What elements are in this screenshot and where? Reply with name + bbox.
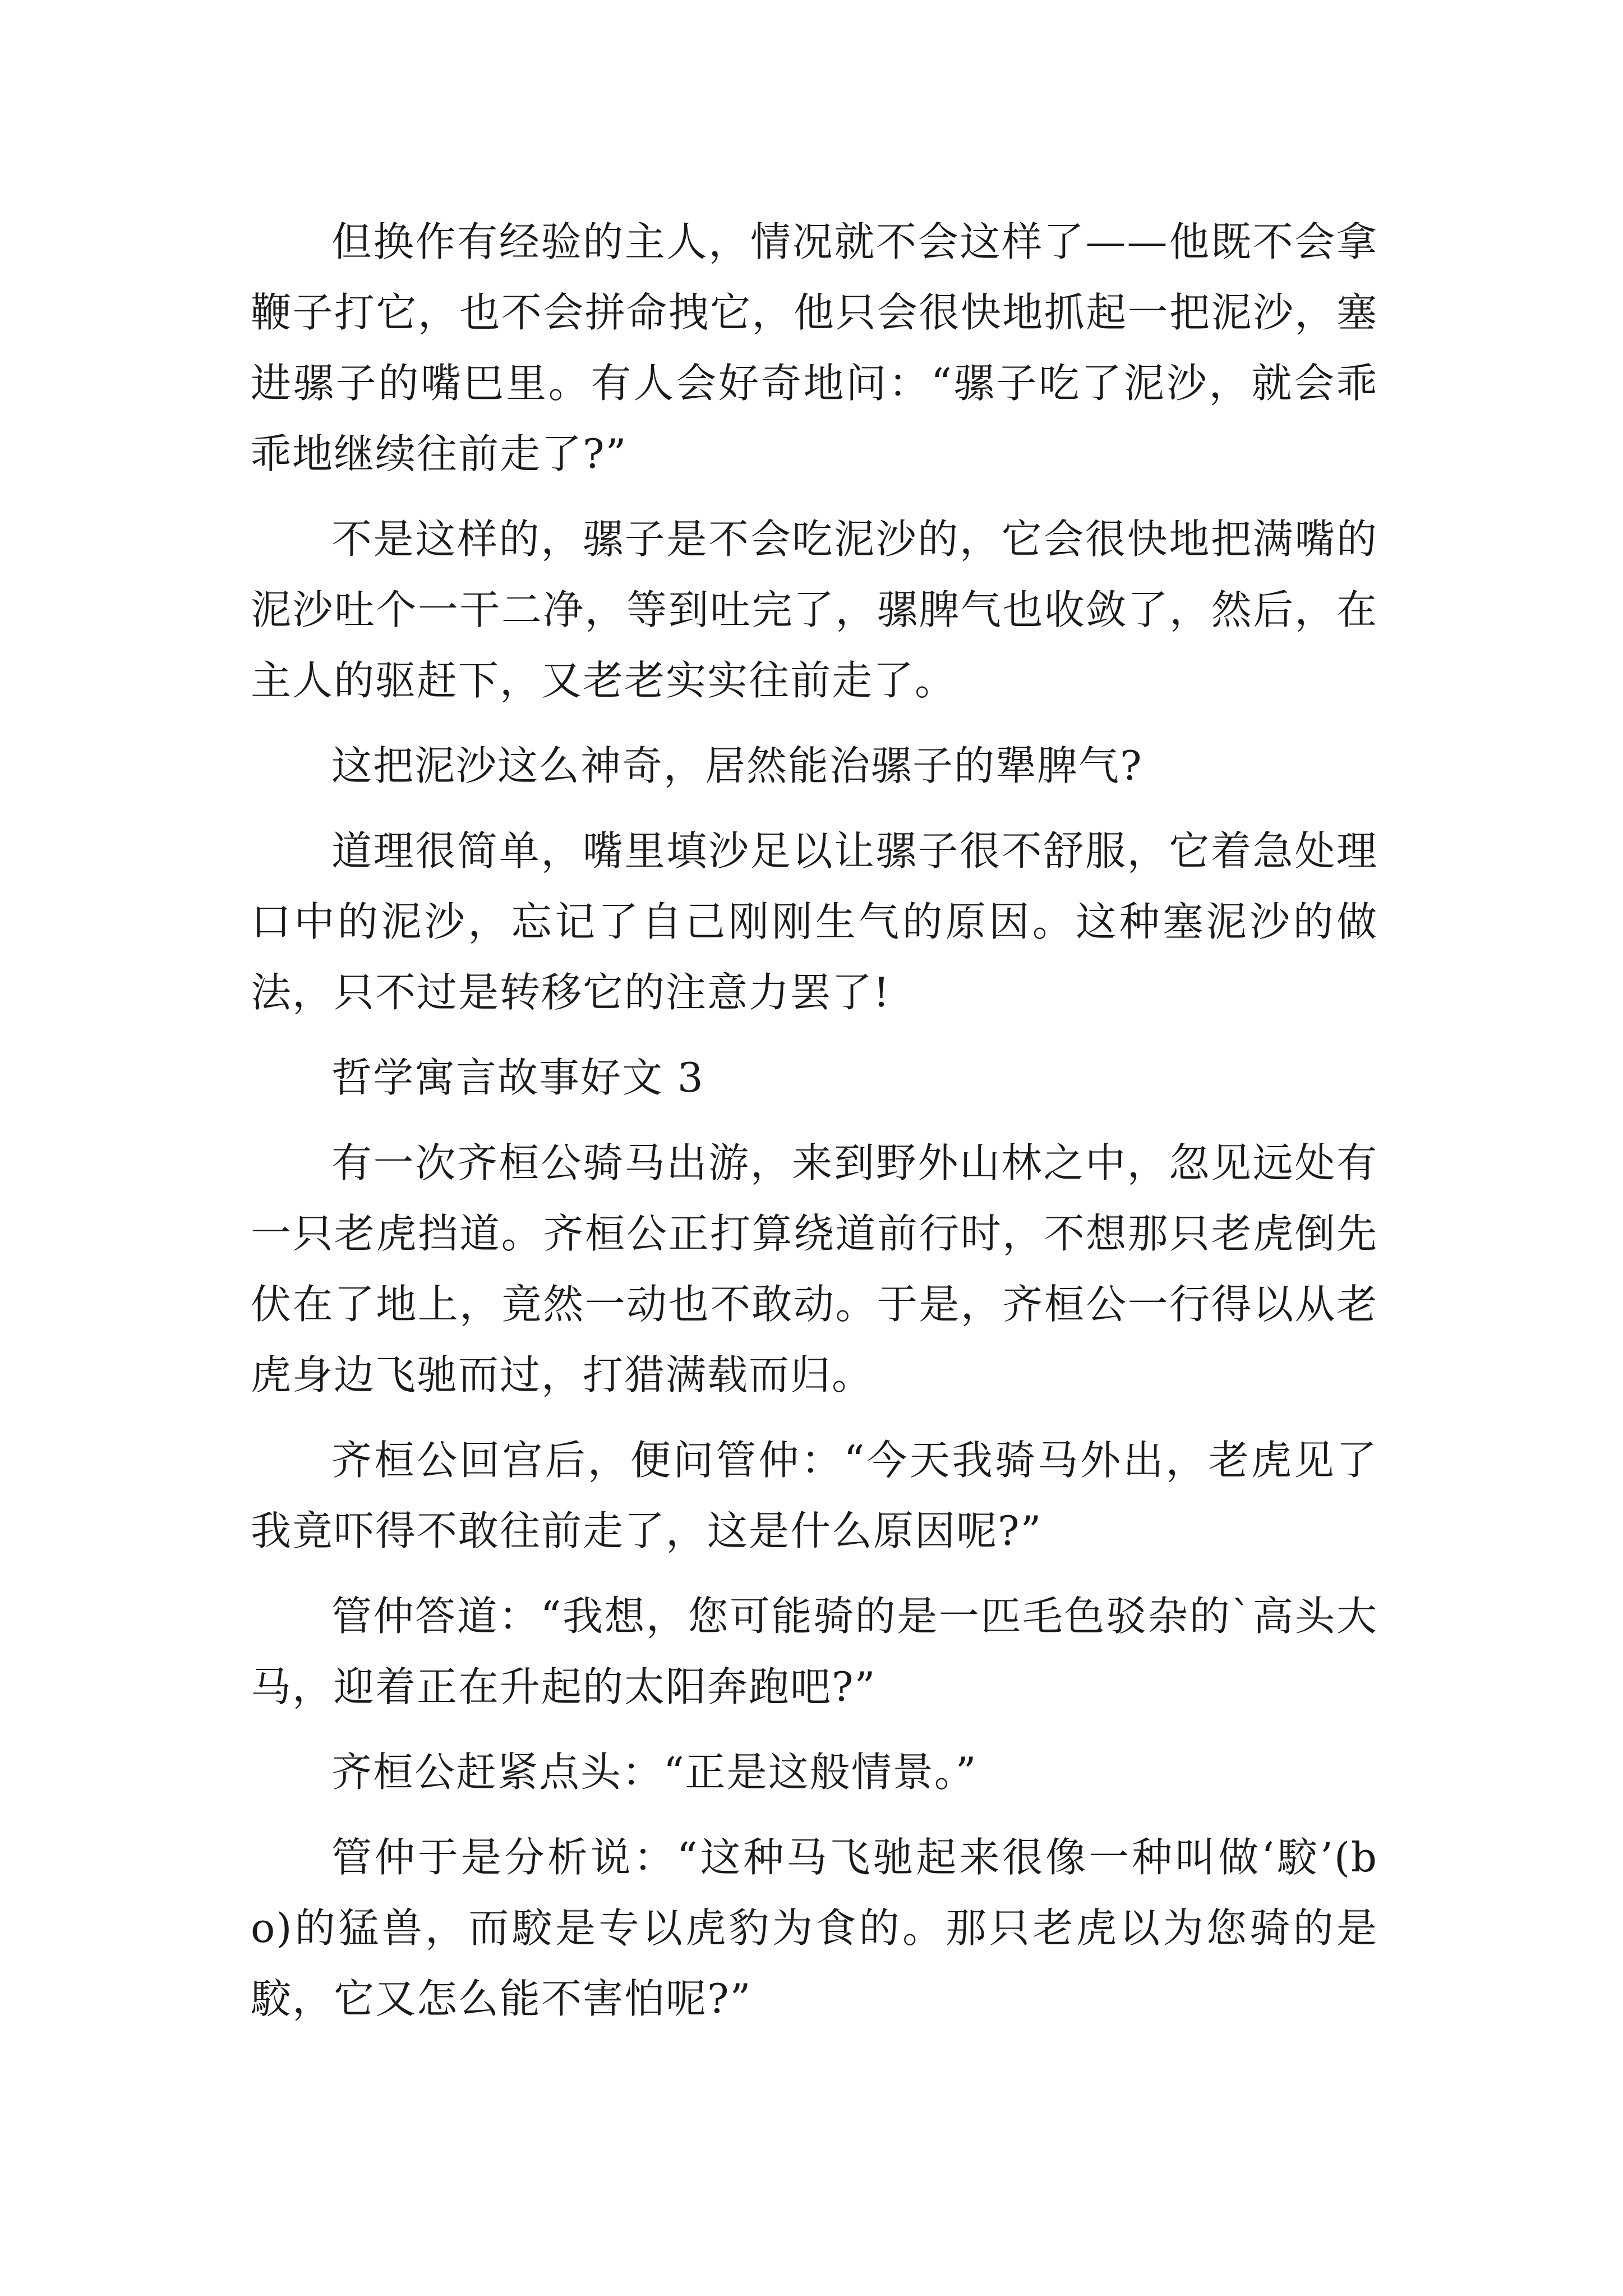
document-body [251, 206, 1378, 2049]
paragraph: 道理很简单，嘴里填沙足以让骡子很不舒服，它着急处理口中的泥沙，忘记了自己刚刚生气的原因。这种塞泥沙的做法，只不过是转移它的注意力罢了! [251, 827, 1378, 1016]
paragraph: 但换作有经验的主人，情况就不会这样了——他既不会拿鞭子打它，也不会拼命拽它，他只会很快地抓起一把泥沙，塞进骡子的嘴巴里。有人会好奇地问：“骡子吃了泥沙，就会乖乖地继续往前走了?” [251, 218, 1378, 477]
section-heading: 哲学寓言故事好文 3 [331, 1054, 704, 1101]
paragraph: 齐桓公赶紧点头：“正是这般情景。” [331, 1749, 978, 1796]
paragraph: 这把泥沙这么神奇，居然能治骡子的犟脾气? [331, 742, 1143, 789]
paragraph: 齐桓公回宫后，便问管仲：“今天我骑马外出，老虎见了我竟吓得不敢往前走了，这是什么原因呢?” [251, 1437, 1378, 1554]
paragraph: 管仲于是分析说：“这种马飞驰起来很像一种叫做‘駮’(bo)的猛兽，而駮是专以虎豹为食的。那只老虎以为您骑的是駮，它又怎么能不害怕呢?” [251, 1834, 1378, 2022]
paragraph: 管仲答道：“我想，您可能骑的是一匹毛色驳杂的`高头大马，迎着正在升起的太阳奔跑吧?” [251, 1593, 1378, 1710]
paragraph: 有一次齐桓公骑马出游，来到野外山林之中，忽见远处有一只老虎挡道。齐桓公正打算绕道前行时，不想那只老虎倒先伏在了地上，竟然一动也不敢动。于是，齐桓公一行得以从老虎身边飞驰而过，打猎满载而归。 [251, 1139, 1378, 1398]
paragraph: 不是这样的，骡子是不会吃泥沙的，它会很快地把满嘴的泥沙吐个一干二净，等到吐完了，骡脾气也收敛了，然后，在主人的驱赶下，又老老实实往前走了。 [251, 516, 1378, 704]
